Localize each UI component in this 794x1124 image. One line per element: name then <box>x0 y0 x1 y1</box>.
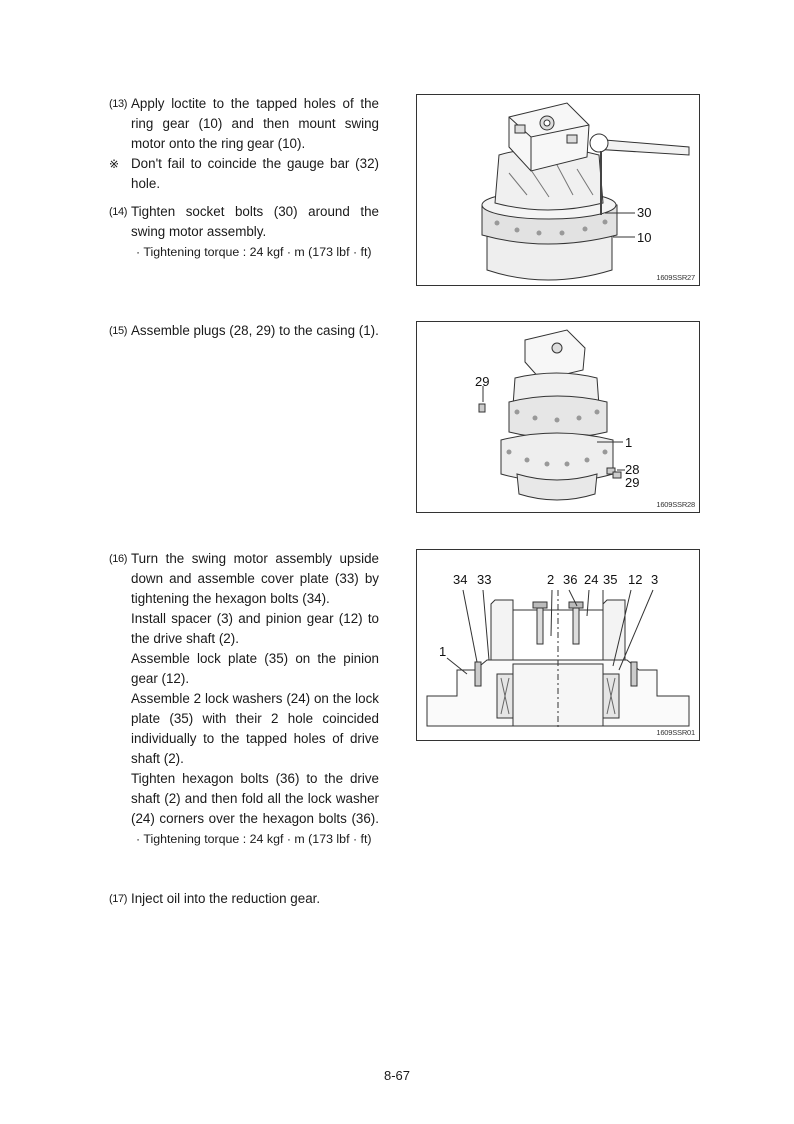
step-text-line: shaft (2). <box>131 751 184 766</box>
step-text-line: swing motor assembly. <box>131 224 267 239</box>
step-text-line: Apply loctite to the tapped holes of the <box>131 96 379 111</box>
callout-spacer: 3 <box>651 572 659 587</box>
step-number: (15) <box>109 325 127 337</box>
note-text-line: hole. <box>131 176 161 191</box>
figure-code: 1609SSR01 <box>656 728 695 737</box>
figure-code: 1609SSR28 <box>656 500 695 509</box>
step-16 <box>109 549 379 849</box>
swing-motor-illustration <box>417 95 699 285</box>
note-mark-icon: ※ <box>109 157 120 171</box>
callout-pinion-gear: 12 <box>628 572 643 587</box>
callout-lock-plate: 35 <box>603 572 618 587</box>
step-number: (13) <box>109 98 127 110</box>
callout-ring-gear: 10 <box>637 230 652 245</box>
step-number: (14) <box>109 206 127 218</box>
step-text-line: Assemble 2 lock washers (24) on the lock <box>131 691 379 706</box>
step-17 <box>109 889 379 909</box>
step-15 <box>109 321 379 341</box>
callout-casing: 1 <box>439 644 447 659</box>
callout-drive-shaft: 2 <box>547 572 555 587</box>
step-text-line: individually to the tapped holes of drive <box>131 731 379 746</box>
step-text-line: the drive shaft (2). <box>131 631 239 646</box>
casing-plugs-illustration <box>417 322 699 512</box>
step-text-line: shaft (2) and then fold all the lock washer <box>131 791 379 806</box>
step-text-line: Assemble lock plate (35) on the pinion <box>131 651 379 666</box>
figure-plugs-casing <box>416 321 700 513</box>
step-number: (16) <box>109 553 127 565</box>
page-number: 8-67 <box>383 1068 411 1083</box>
tightening-torque: · Tightening torque : 24 kgf · m (173 lbf · ft) <box>136 245 372 259</box>
step-text-line: down and assemble cover plate (33) by <box>131 571 379 586</box>
step-number: (17) <box>109 893 127 905</box>
step-text-line: tightening the hexagon bolts (34). <box>131 591 330 606</box>
note-text-line: Don't fail to coincide the gauge bar (32) <box>131 156 379 171</box>
callout-casing: 1 <box>625 435 633 450</box>
callout-hexagon-bolt: 34 <box>453 572 468 587</box>
tightening-torque: · Tightening torque : 24 kgf · m (173 lbf · ft) <box>136 832 372 846</box>
step-text-line: Install spacer (3) and pinion gear (12) to <box>131 611 379 626</box>
figure-code: 1609SSR27 <box>656 273 695 282</box>
callout-lock-washer: 24 <box>584 572 599 587</box>
step-14 <box>109 202 379 262</box>
step-13 <box>109 94 379 194</box>
step-text-line: Assemble plugs (28, 29) to the casing (1). <box>131 323 379 338</box>
step-text-line: (24) corners over the hexagon bolts (36). <box>131 811 379 826</box>
step-text-line: ring gear (10) and then mount swing <box>131 116 379 131</box>
callout-hexagon-bolt: 36 <box>563 572 578 587</box>
step-text-line: gear (12). <box>131 671 190 686</box>
callout-plug: 29 <box>475 374 490 389</box>
step-text-line: Tighten hexagon bolts (36) to the drive <box>131 771 379 786</box>
step-text-line: Tighten socket bolts (30) around the <box>131 204 379 219</box>
step-text-line: motor onto the ring gear (10). <box>131 136 306 151</box>
callout-socket-bolt: 30 <box>637 205 652 220</box>
callout-plug: 28 <box>625 462 640 477</box>
figure-cover-plate-section <box>416 549 700 741</box>
figure-swing-motor-mount <box>416 94 700 286</box>
step-text-line: Turn the swing motor assembly upside <box>131 551 379 566</box>
callout-plug: 29 <box>625 475 640 490</box>
step-text-line: plate (35) with their 2 hole coincided <box>131 711 379 726</box>
callout-cover-plate: 33 <box>477 572 492 587</box>
step-text-line: Inject oil into the reduction gear. <box>131 891 321 906</box>
